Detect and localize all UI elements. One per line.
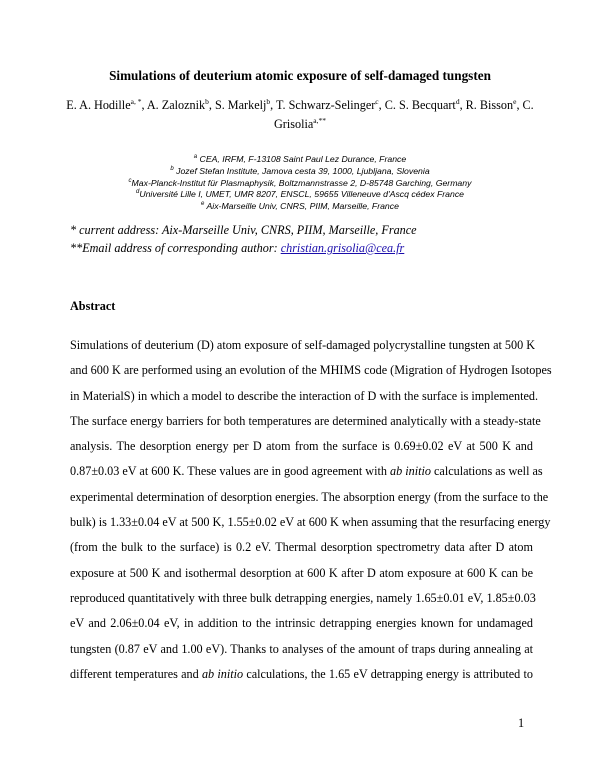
email-prefix: **Email address of corresponding author: [70,241,281,255]
abstract-line: bulk) is 1.33±0.04 eV at 500 K, 1.55±0.02 eV at 600 K when assuming that the resurfacing energy [70,515,551,530]
author-affil-mark: b [266,96,271,106]
abstract-heading: Abstract [70,299,116,313]
affiliation-list [60,154,540,213]
affiliation-text: Max-Planck-Institut für Plasmaphysik, Boltzmannstrasse 2, D-85748 Garching, Germany [131,177,472,188]
abstract-line: analysis. The desorption energy per D atom from the surface is 0.69±0.02 eV at 500 K and [70,439,533,454]
author-affil-mark: d [455,96,460,106]
author-line-1: E. A. Hodille$^{a, *}$, A. Zaloznik$^b$, S. Markelj$^b$, T. Schwarz-Selinger$^c$, C. S. Becquart$^d$, R. Bisson$^e$, C. [66,96,534,112]
author-affil-mark: a, * [130,96,142,106]
affiliation-text: Aix-Marseille Univ, CNRS, PIIM, Marseille, France [204,201,399,212]
affiliation-text: CEA, IRFM, F-13108 Saint Paul Lez Durance, France [197,154,407,164]
abstract-line: The surface energy barriers for both temperatures are determined analytically with a steady-state [70,413,541,428]
author-name: Grisolia [274,117,314,131]
affiliation-mark: c [128,177,132,184]
author-affil-mark: c [375,96,379,106]
abstract-line: in MaterialS) in which a model to describe the interaction of D with the surface is implemented. [70,388,539,403]
author-name: R. Bisson [465,98,514,112]
abstract-body [70,333,552,687]
current-address-note: * current address: Aix-Marseille Univ, CNRS, PIIM, Marseille, France [70,223,417,237]
affiliation-text: Université Lille I, UMET, UMR 8207, ENSCL, 59655 Villeneuve d'Ascq cédex France [139,189,465,200]
abstract-line: different temperatures and ab initio calculations, the 1.65 eV detrapping energy is attributed to [70,666,533,681]
affiliation [60,178,540,190]
abstract-line: exposure at 500 K and isothermal desorption at 600 K after D atom exposure at 600 K can be [70,565,533,580]
abstract-line: Simulations of deuterium (D) atom exposure of self-damaged polycrystalline tungsten at 500 K [70,338,536,352]
email-link[interactable]: christian.grisolia@cea.fr [280,241,405,255]
author-name: A. Zaloznik [146,98,206,112]
abstract-line: eV and 2.06±0.04 eV, in addition to the intrinsic detrapping energies known for undamaged [70,616,533,631]
author-name: C. [522,98,534,112]
email-note [70,239,540,257]
author-affil-mark: a,** [313,115,326,125]
affiliation-mark: b [170,165,174,172]
page-number: 1 [518,716,525,730]
affiliation-mark: e [201,201,205,208]
affiliation [60,201,540,213]
author-name: T. Schwarz-Selinger [276,98,376,112]
abstract-line: reproduced quantitatively with three bulk detrapping energies, namely 1.65±0.01 eV, 1.85±0.03 [70,590,536,605]
author-line-2 [60,115,540,134]
author-name: C. S. Becquart [384,98,456,112]
affiliation-mark: d [135,189,140,196]
author-affil-mark: e [513,96,517,106]
author-name: E. A. Hodille [66,98,131,112]
affiliation [60,189,540,201]
abstract-line: experimental determination of desorption energies. The absorption energy (from the surface to the [70,489,549,504]
author-list [60,96,540,134]
affiliation [60,154,540,166]
author-affil-mark: b [205,96,209,106]
affiliation-text: Jozef Stefan Institute, Jamova cesta 39, 1000, Ljubljana, Slovenia [173,165,430,176]
paper-title: Simulations of deuterium atomic exposure of self-damaged tungsten [109,68,491,83]
author-name: S. Markelj [214,98,267,112]
abstract-line: (from the bulk to the surface) is 0.2 eV. Thermal desorption spectrometry data after D atom [70,540,533,555]
abstract-line: tungsten (0.87 eV and 1.00 eV). Thanks to analyses of the amount of traps during annealing at [70,641,533,656]
affiliation-mark: a [193,154,198,161]
author-notes [70,221,540,257]
affiliation [60,166,540,178]
abstract-line: 0.87±0.03 eV at 600 K. These values are in good agreement with ab initio calculations as well as [70,464,543,479]
abstract-line: and 600 K are performed using an evolution of the MHIMS code (Migration of Hydrogen Isotopes [70,363,552,378]
